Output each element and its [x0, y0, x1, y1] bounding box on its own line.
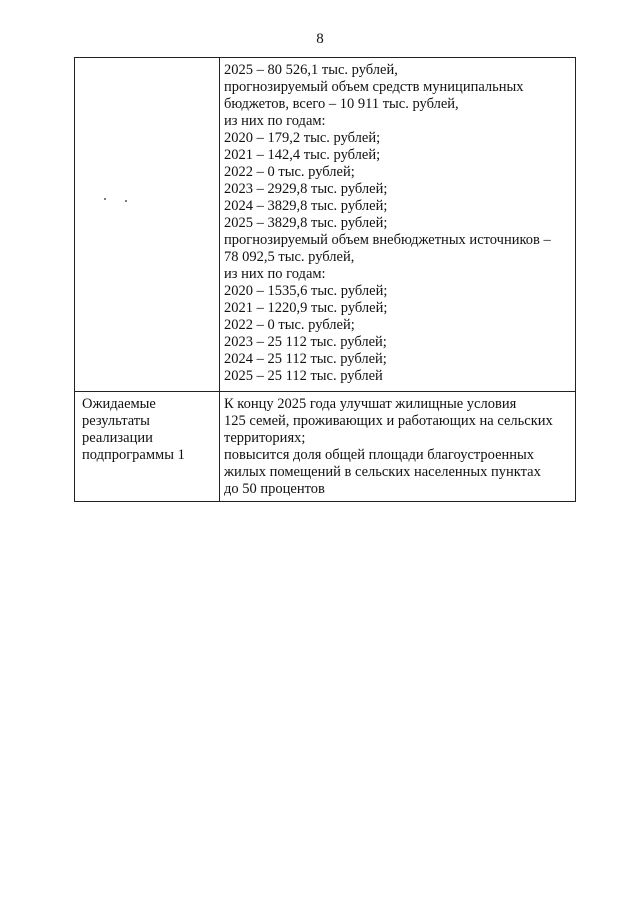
expected-results-label: результаты [82, 413, 150, 429]
expected-results-line: повысится доля общей площади благоустроенных [224, 447, 535, 463]
funding-line: 78 092,5 тыс. рублей, [224, 249, 355, 265]
funding-line: 2024 – 25 112 тыс. рублей; [224, 351, 387, 367]
funding-line: 2021 – 1220,9 тыс. рублей; [224, 300, 388, 316]
expected-results-label-cell [75, 392, 220, 502]
funding-line: 2025 – 80 526,1 тыс. рублей, [224, 62, 398, 78]
funding-line: 2025 – 25 112 тыс. рублей [224, 368, 383, 384]
funding-line: прогнозируемый объем внебюджетных источников – [224, 232, 551, 248]
funding-line: 2022 – 0 тыс. рублей; [224, 317, 355, 333]
funding-line: 2021 – 142,4 тыс. рублей; [224, 147, 381, 163]
page-number: 8 [316, 31, 324, 47]
expected-results-line: 125 семей, проживающих и работающих на сельских [224, 413, 553, 429]
funding-line: 2022 – 0 тыс. рублей; [224, 164, 355, 180]
expected-results-line: К концу 2025 года улучшат жилищные условия [224, 396, 517, 412]
funding-line: 2020 – 179,2 тыс. рублей; [224, 130, 381, 146]
funding-line: 2020 – 1535,6 тыс. рублей; [224, 283, 388, 299]
funding-line: прогнозируемый объем средств муниципальных [224, 79, 524, 95]
funding-line: 2024 – 3829,8 тыс. рублей; [224, 198, 388, 214]
funding-line: из них по годам: [224, 266, 326, 282]
row-label-cell [75, 58, 220, 392]
expected-results-label: Ожидаемые [82, 396, 156, 412]
subprogram-table [74, 57, 576, 502]
funding-line: 2023 – 25 112 тыс. рублей; [224, 334, 387, 350]
funding-line: из них по годам: [224, 113, 326, 129]
funding-line: бюджетов, всего – 10 911 тыс. рублей, [224, 96, 459, 112]
expected-results-label: реализации [82, 430, 153, 446]
expected-results-line: жилых помещений в сельских населенных пунктах [224, 464, 541, 480]
funding-details-cell [220, 58, 576, 392]
expected-results-line: территориях; [224, 430, 306, 446]
expected-results-cell [220, 392, 576, 502]
funding-line: 2023 – 2929,8 тыс. рублей; [224, 181, 388, 197]
table-row-expected-results [75, 392, 576, 502]
funding-line: 2025 – 3829,8 тыс. рублей; [224, 215, 388, 231]
table-row-funding [75, 58, 576, 392]
expected-results-label: подпрограммы 1 [82, 447, 185, 463]
expected-results-line: до 50 процентов [224, 481, 325, 497]
